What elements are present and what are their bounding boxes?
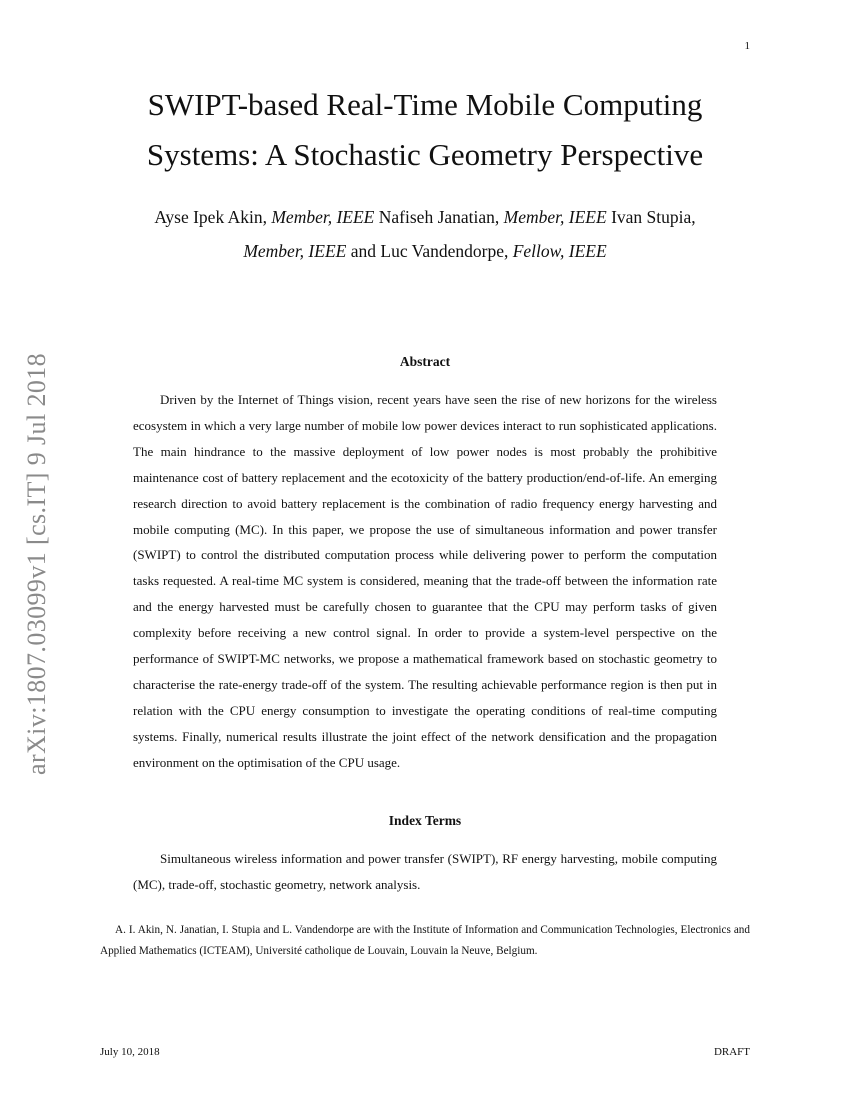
abstract-heading: Abstract	[399, 354, 451, 369]
author-1-role: Member, IEEE	[271, 207, 375, 227]
author-3-name: Ivan Stupia,	[611, 207, 696, 227]
author-list	[100, 200, 750, 268]
footer-date: July 10, 2018	[100, 1046, 160, 1058]
paper-title	[100, 80, 750, 180]
title-line-1: SWIPT-based Real-Time Mobile Computing	[147, 87, 703, 122]
affiliation-footnote: A. I. Akin, N. Janatian, I. Stupia and L. Vandendorpe are with the Institute of Information and Communication Technologies, Electronics and Applied Mathematics (ICTEAM), Université catholique de Louvain, Louvain la Neuve, Belgium.	[100, 924, 750, 957]
page-number: 1	[744, 40, 750, 52]
footer-draft-label: DRAFT	[713, 1046, 750, 1058]
author-4-name: Luc Vandendorpe,	[380, 241, 509, 261]
index-terms-heading: Index Terms	[388, 813, 462, 828]
author-2-role: Member, IEEE	[503, 207, 607, 227]
author-2-name: Nafiseh Janatian,	[378, 207, 500, 227]
index-terms-text: Simultaneous wireless information and power transfer (SWIPT), RF energy harvesting, mobile computing (MC), trade-off, stochastic geometry, network analysis.	[133, 851, 717, 892]
author-3-role: Member, IEEE	[243, 241, 347, 261]
author-connector: and	[350, 241, 376, 261]
arxiv-identifier-stamp: arXiv:1807.03099v1 [cs.IT] 9 Jul 2018	[22, 352, 51, 775]
author-1-name: Ayse Ipek Akin,	[154, 207, 267, 227]
title-line-2: Systems: A Stochastic Geometry Perspective	[146, 137, 704, 172]
author-4-role: Fellow, IEEE	[512, 241, 607, 261]
abstract-text: Driven by the Internet of Things vision, recent years have seen the rise of new horizons for the wireless ecosystem in which a very large number of mobile low power devices interact to run sophisticated applications. The main hindrance to the massive deployment of low power nodes is most probably the prohibitive maintenance cost of battery replacement and the ecotoxicity of the battery production/end-of-life. An emerging research direction to avoid battery replacement is the combination of radio frequency energy harvesting and mobile computing (MC). In this paper, we propose the use of simultaneous information and power transfer (SWIPT) to control the distributed computation process while delivering power to perform the computation tasks requested. A real-time MC system is considered, meaning that the trade-off between the information rate and the energy harvested must be carefully chosen to guarantee that the CPU may perform tasks of given complexity before receiving a new control signal. In order to provide a system-level perspective on the performance of SWIPT-MC networks, we propose a mathematical framework based on stochastic geometry to characterise the rate-energy trade-off of the system. The resulting achievable performance region is then put in relation with the CPU energy consumption to investigate the operating conditions of real-time computing systems. Finally, numerical results illustrate the joint effect of the network densification and the propagation environment on the optimisation of the CPU usage.	[133, 392, 717, 770]
